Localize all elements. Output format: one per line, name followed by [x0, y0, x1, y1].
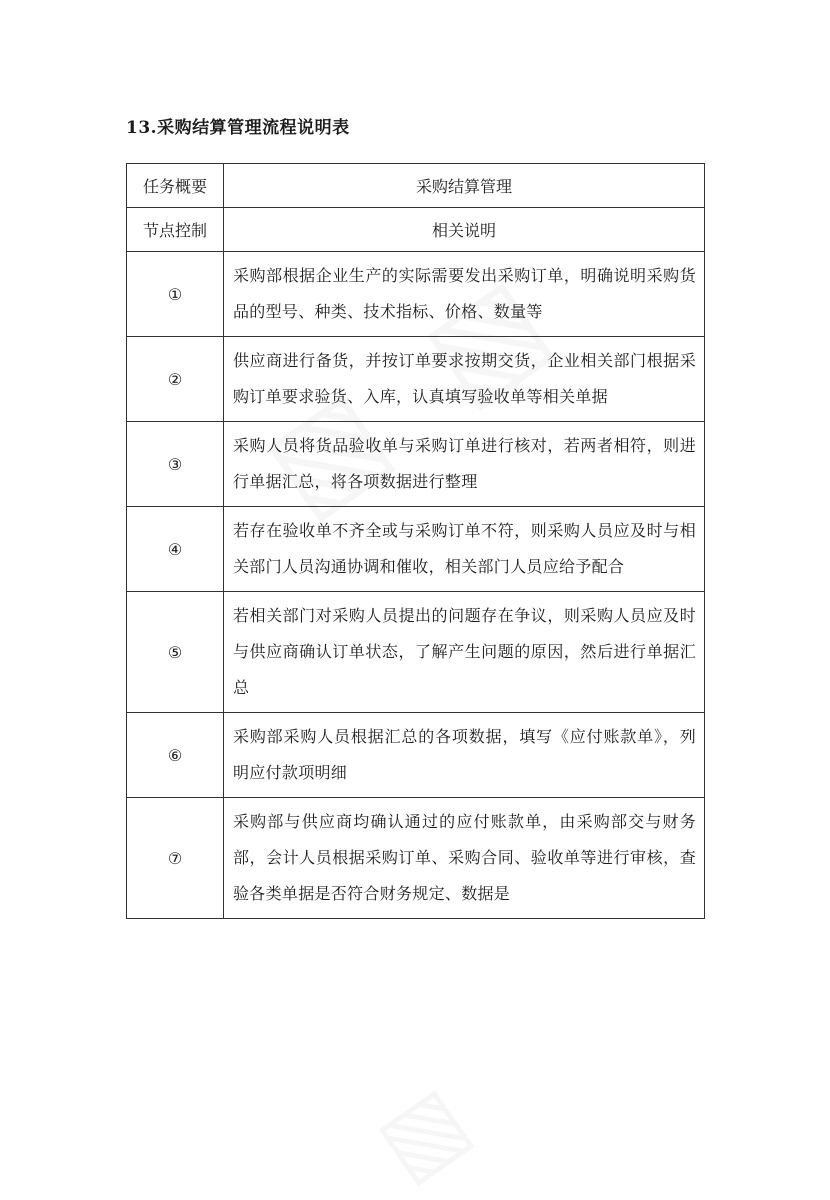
node-description: 采购人员将货品验收单与采购订单进行核对，若两者相符，则进行单据汇总，将各项数据进行整理	[224, 422, 705, 507]
header-label: 节点控制	[127, 208, 224, 252]
table-row	[127, 507, 705, 592]
node-number: ③	[127, 422, 224, 507]
table-row	[127, 422, 705, 507]
page-title: 13.采购结算管理流程说明表	[126, 118, 350, 138]
process-table	[126, 163, 705, 919]
node-number: ⑤	[127, 592, 224, 713]
table-row	[127, 337, 705, 422]
table-row	[127, 798, 705, 919]
node-description: 若相关部门对采购人员提出的问题存在争议，则采购人员应及时与供应商确认订单状态，了解产生问题的原因，然后进行单据汇总	[224, 592, 705, 713]
table-row	[127, 252, 705, 337]
node-number: ⑦	[127, 798, 224, 919]
header-value: 相关说明	[224, 208, 705, 252]
header-label: 任务概要	[127, 164, 224, 208]
node-description: 采购部根据企业生产的实际需要发出采购订单，明确说明采购货品的型号、种类、技术指标、价格、数量等	[224, 252, 705, 337]
table-row	[127, 713, 705, 798]
node-number: ④	[127, 507, 224, 592]
node-description: 采购部采购人员根据汇总的各项数据，填写《应付账款单》，列明应付款项明细	[224, 713, 705, 798]
table-row	[127, 592, 705, 713]
node-description: 采购部与供应商均确认通过的应付账款单，由采购部交与财务部，会计人员根据采购订单、采购合同、验收单等进行审核，查验各类单据是否符合财务规定、数据是	[224, 798, 705, 919]
header-value: 采购结算管理	[224, 164, 705, 208]
node-number: ②	[127, 337, 224, 422]
node-description: 若存在验收单不齐全或与采购订单不符，则采购人员应及时与相关部门人员沟通协调和催收，相关部门人员应给予配合	[224, 507, 705, 592]
node-number: ⑥	[127, 713, 224, 798]
table-header-row	[127, 164, 705, 208]
node-number: ①	[127, 252, 224, 337]
table-header-row	[127, 208, 705, 252]
node-description: 供应商进行备货，并按订单要求按期交货，企业相关部门根据采购订单要求验货、入库，认真填写验收单等相关单据	[224, 337, 705, 422]
watermark	[358, 1065, 488, 1200]
